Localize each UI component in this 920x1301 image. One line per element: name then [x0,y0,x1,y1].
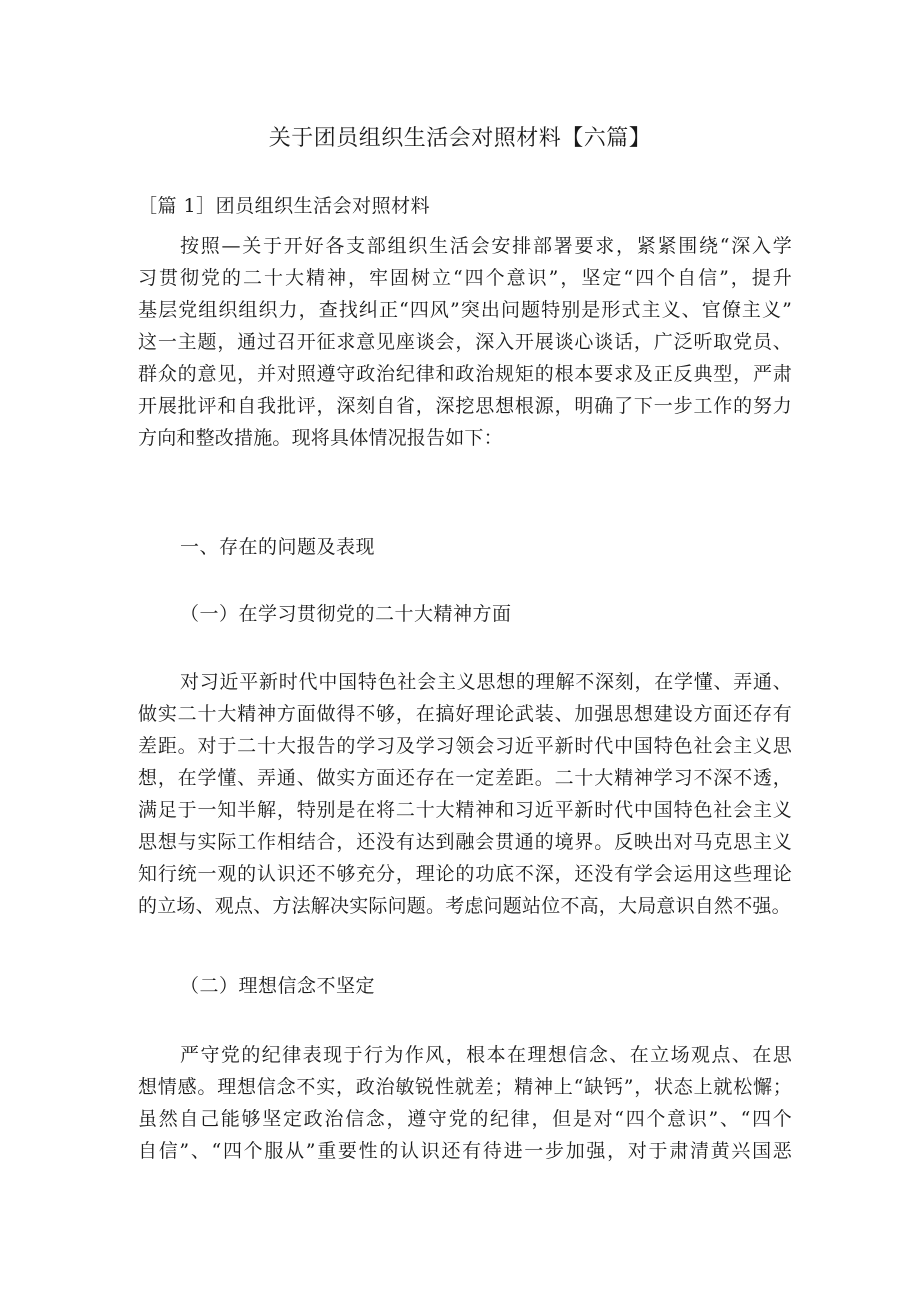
paragraph-line: 差距。对于二十大报告的学习及学习领会习近平新时代中国特色社会主义思 [138,735,792,757]
paragraph-line: 想，在学懂、弄通、做实方面还存在一定差距。二十大精神学习不深不透， [138,767,792,789]
document-title: 关于团员组织生活会对照材料【六篇】 [268,126,652,151]
paragraph-line: 思想与实际工作相结合，还没有达到融会贯通的境界。反映出对马克思主义 [138,831,792,853]
subsection-heading-belief: （二）理想信念不坚定 [180,975,376,997]
subsection-heading-study: （一）在学习贯彻党的二十大精神方面 [180,603,512,625]
paragraph-line: 做实二十大精神方面做得不够，在搞好理论武装、加强思想建设方面还存有 [138,703,792,725]
paragraph-intro [138,230,792,454]
paragraph-line: 方向和整改措施。现将具体情况报告如下： [138,427,503,449]
paragraph-line: 开展批评和自我批评，深刻自省，深挖思想根源，明确了下一步工作的努力 [138,395,792,417]
paragraph-line: 满足于一知半解，特别是在将二十大精神和习近平新时代中国特色社会主义 [138,799,792,821]
paragraph-line: 基层党组织组织力，查找纠正“四风”突出问题特别是形式主义、官僚主义” [138,299,792,321]
paragraph-line: 按照—关于开好各支部组织生活会安排部署要求，紧紧围绕“深入学 [180,235,792,257]
paragraph-line: 想情感。理想信念不实，政治敏锐性就差；精神上“缺钙”，状态上就松懈； [138,1076,792,1098]
article-subtitle: ［篇 1］团员组织生活会对照材料 [138,195,431,217]
paragraph-line: 严守党的纪律表现于行为作风，根本在理想信念、在立场观点、在思 [180,1044,792,1066]
paragraph-line: 群众的意见，并对照遵守政治纪律和政治规矩的根本要求及正反典型，严肃 [138,363,792,385]
paragraph-belief [138,1039,792,1167]
paragraph-line: 这一主题，通过召开征求意见座谈会，深入开展谈心谈话，广泛听取党员、 [138,331,792,353]
section-heading-problems: 一、存在的问题及表现 [180,536,376,558]
paragraph-line: 虽然自己能够坚定政治信念，遵守党的纪律，但是对“四个意识”、“四个 [138,1108,792,1130]
paragraph-line: 的立场、观点、方法解决实际问题。考虑问题站位不高，大局意识自然不强。 [138,895,791,917]
paragraph-line: 自信”、“四个服从”重要性的认识还有待进一步加强，对于肃清黄兴国恶 [138,1140,792,1162]
paragraph-line: 习贯彻党的二十大精神，牢固树立“四个意识”，坚定“四个自信”，提升 [138,267,792,289]
paragraph-line: 知行统一观的认识还不够充分，理论的功底不深，还没有学会运用这些理论 [138,863,792,885]
paragraph-study [138,666,792,922]
paragraph-line: 对习近平新时代中国特色社会主义思想的理解不深刻，在学懂、弄通、 [180,671,792,693]
